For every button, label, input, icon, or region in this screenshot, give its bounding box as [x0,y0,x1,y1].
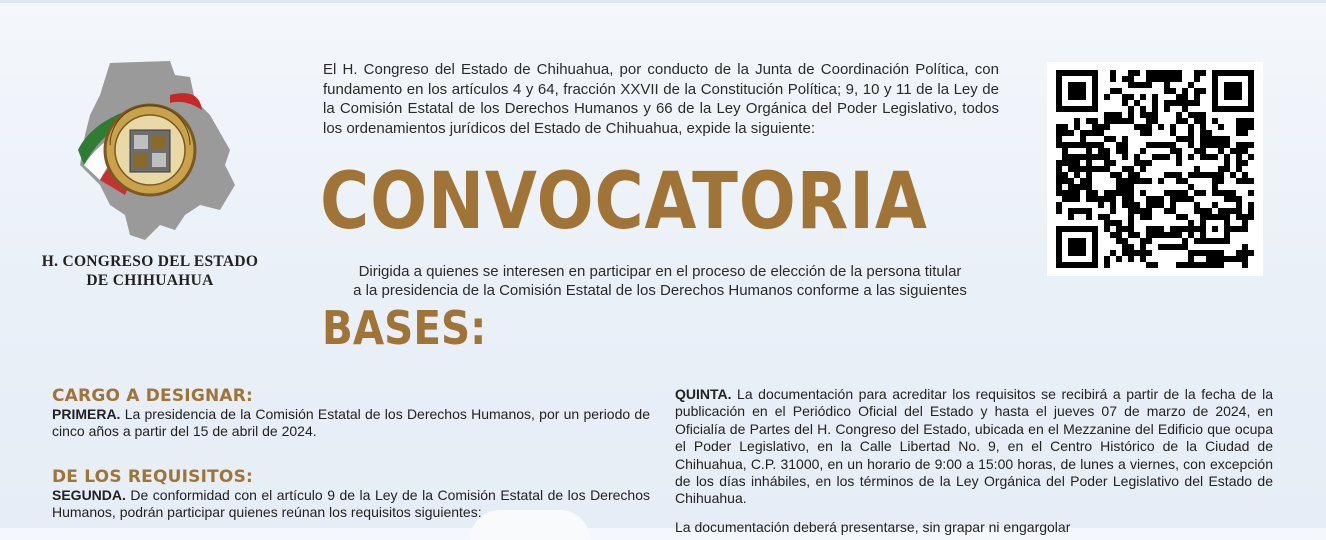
bases-title: BASES: [322,301,487,355]
congress-name [20,252,280,290]
top-border [0,0,1326,3]
partial-paragraph: La documentación deberá presentarse, sin grapar ni engargolar [675,519,1071,535]
segunda-text: De conformidad con el artículo 9 de la Ley de la Comisión Estatal de los Derechos Humanos, podrán participar quienes reúnan los requisitos siguientes: [52,486,650,521]
congress-name-line1: H. CONGRESO DEL ESTADO [41,253,259,270]
quinta-label: QUINTA. [675,386,732,402]
primera-paragraph [52,406,650,441]
requisitos-heading: DE LOS REQUISITOS: [52,466,254,487]
segunda-label: SEGUNDA. [52,486,126,503]
primera-label: PRIMERA. [52,406,121,422]
primera-text: La presidencia de la Comisión Estatal de los Derechos Humanos, por un periodo de cinco años a partir del 15 de abril de 2024. [52,406,650,440]
directed-text [318,262,1002,300]
qr-code[interactable] [1047,62,1263,276]
qr-code-icon [1047,62,1263,276]
congress-logo [70,55,240,245]
directed-line2: a la presidencia de la Comisión Estatal de los Derechos Humanos conforme a las siguientes [353,282,967,299]
quinta-text: La documentación para acreditar los requisitos se recibirá a partir de la fecha de la publicación en el Periódico Oficial del Estado y hasta el jueves 07 de marzo de 2024, en Oficialía de Partes del H. Congreso del Estado, ubicada en el Mezzanine del Edificio que ocupa el Poder Legislativo, en la Calle Libertad No. 9, en el Centro Histórico de la Ciudad de Chihuahua, C.P. 31000, en un horario de 9:00 a 15:00 horas, de lunes a viernes, con excepción de los días inhábiles, en los términos de la Ley Orgánica del Poder Legislativo del Estado de Chihuahua. [675,386,1273,507]
quinta-paragraph [675,386,1273,508]
cargo-heading: CARGO A DESIGNAR: [52,386,254,406]
page-title: CONVOCATORIA [320,157,928,247]
decorative-shape [470,510,590,540]
left-column [52,386,650,522]
chihuahua-map-seal-icon [70,55,240,245]
intro-paragraph: El H. Congreso del Estado de Chihuahua, por conducto de la Junta de Coordinación Política, con fundamento en los artículos 4 y 64, fracción XXVII de la Constitución Política; 9, 10 y 11 de la Ley de la Comisión Estatal de los Derechos Humanos y 66 de la Ley Orgánica del Poder Legislativo, todos los ordenamientos jurídicos del Estado de Chihuahua, expide la siguiente: [323,61,999,137]
congress-name-line2: DE CHIHUAHUA [86,272,214,289]
right-column [675,386,1273,508]
directed-line1: Dirigida a quienes se interesen en participar en el proceso de elección de la persona titular [358,263,962,280]
